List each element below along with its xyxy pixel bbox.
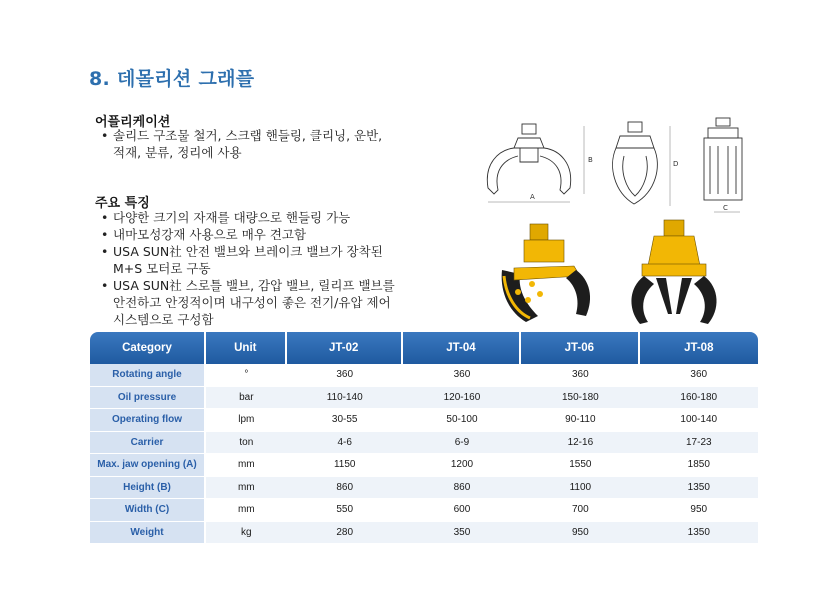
features-item	[101, 243, 395, 277]
value-cell: 280	[287, 522, 403, 545]
applications-heading: 어플리케이션	[95, 115, 171, 130]
value-cell: 360	[640, 364, 758, 387]
value-cell: 950	[640, 499, 758, 522]
features-item-line: • 내마모성강재 사용으로 매우 견고함	[113, 227, 307, 242]
features-item-line: • USA SUN社 스로틀 밸브, 감압 밸브, 릴리프 밸브를	[113, 278, 395, 293]
row-label: Operating flow	[90, 409, 206, 432]
grapple-product-photos	[496, 218, 726, 328]
value-cell: 17-23	[640, 432, 758, 455]
column-header: JT-08	[640, 332, 758, 364]
front-view-drawing	[613, 122, 658, 204]
value-cell: 6-9	[403, 432, 521, 455]
value-cell: 90-110	[521, 409, 639, 432]
grapple-photo-closed	[631, 220, 716, 324]
end-view-drawing	[704, 118, 742, 200]
dimension-a-label: A	[530, 193, 535, 201]
grapple-technical-drawings	[478, 116, 748, 216]
column-header: JT-06	[521, 332, 639, 364]
table-row	[90, 454, 758, 477]
value-cell: 1350	[640, 522, 758, 545]
value-cell: 360	[521, 364, 639, 387]
value-cell: 150-180	[521, 387, 639, 410]
applications-item-line: • 솔리드 구조물 철거, 스크랩 핸들링, 클리닝, 운반,	[113, 128, 383, 143]
unit-cell: lpm	[206, 409, 287, 432]
unit-cell: °	[206, 364, 287, 387]
row-label: Carrier	[90, 432, 206, 455]
features-item	[101, 226, 395, 243]
table-row	[90, 477, 758, 500]
row-label: Rotating angle	[90, 364, 206, 387]
value-cell: 600	[403, 499, 521, 522]
unit-cell: kg	[206, 522, 287, 545]
column-header: Unit	[206, 332, 287, 364]
dimension-c-label: C	[723, 204, 728, 212]
table-row	[90, 499, 758, 522]
unit-cell: mm	[206, 499, 287, 522]
value-cell: 350	[403, 522, 521, 545]
row-label: Max. jaw opening (A)	[90, 454, 206, 477]
unit-cell: mm	[206, 454, 287, 477]
applications-list	[101, 127, 382, 161]
unit-cell: bar	[206, 387, 287, 410]
column-header: JT-02	[287, 332, 403, 364]
value-cell: 550	[287, 499, 403, 522]
row-label: Oil pressure	[90, 387, 206, 410]
value-cell: 1850	[640, 454, 758, 477]
specification-table	[90, 332, 758, 544]
page-title: 8. 데몰리션 그래플	[89, 68, 255, 90]
value-cell: 700	[521, 499, 639, 522]
row-label: Width (C)	[90, 499, 206, 522]
value-cell: 4-6	[287, 432, 403, 455]
applications-item-line: 적재, 분류, 정리에 사용	[113, 145, 242, 160]
side-view-drawing	[487, 124, 570, 194]
features-item-line: 안전하고 안정적이며 내구성이 좋은 전기/유압 제어	[113, 295, 391, 310]
row-label: Height (B)	[90, 477, 206, 500]
grapple-photo-open	[502, 224, 590, 322]
features-heading: 주요 특징	[95, 196, 150, 211]
features-item	[101, 209, 395, 226]
value-cell: 860	[403, 477, 521, 500]
dimension-d-label: D	[673, 160, 679, 168]
table-row	[90, 364, 758, 387]
value-cell: 1350	[640, 477, 758, 500]
features-item	[101, 277, 395, 328]
value-cell: 50-100	[403, 409, 521, 432]
value-cell: 100-140	[640, 409, 758, 432]
features-item-line: • USA SUN社 안전 밸브와 브레이크 밸브가 장착된	[113, 244, 383, 259]
unit-cell: mm	[206, 477, 287, 500]
features-item-line: 시스템으로 구성함	[113, 312, 214, 327]
column-header: JT-04	[403, 332, 521, 364]
value-cell: 1550	[521, 454, 639, 477]
value-cell: 860	[287, 477, 403, 500]
dimension-lines	[488, 126, 740, 212]
features-item-line: M+S 모터로 구동	[113, 261, 211, 276]
row-label: Weight	[90, 522, 206, 545]
dimension-b-label: B	[588, 156, 593, 164]
value-cell: 160-180	[640, 387, 758, 410]
table-row	[90, 432, 758, 455]
value-cell: 360	[403, 364, 521, 387]
table-body	[90, 364, 758, 544]
value-cell: 1100	[521, 477, 639, 500]
value-cell: 950	[521, 522, 639, 545]
value-cell: 30-55	[287, 409, 403, 432]
value-cell: 110-140	[287, 387, 403, 410]
value-cell: 1200	[403, 454, 521, 477]
column-header: Category	[90, 332, 206, 364]
table-row	[90, 409, 758, 432]
value-cell: 12-16	[521, 432, 639, 455]
unit-cell: ton	[206, 432, 287, 455]
applications-item	[101, 127, 382, 161]
value-cell: 1150	[287, 454, 403, 477]
table-header-row	[90, 332, 758, 364]
value-cell: 360	[287, 364, 403, 387]
table-row	[90, 522, 758, 545]
table-row	[90, 387, 758, 410]
value-cell: 120-160	[403, 387, 521, 410]
features-item-line: • 다양한 크기의 자재를 대량으로 핸들링 가능	[113, 210, 351, 225]
features-list	[101, 209, 395, 328]
